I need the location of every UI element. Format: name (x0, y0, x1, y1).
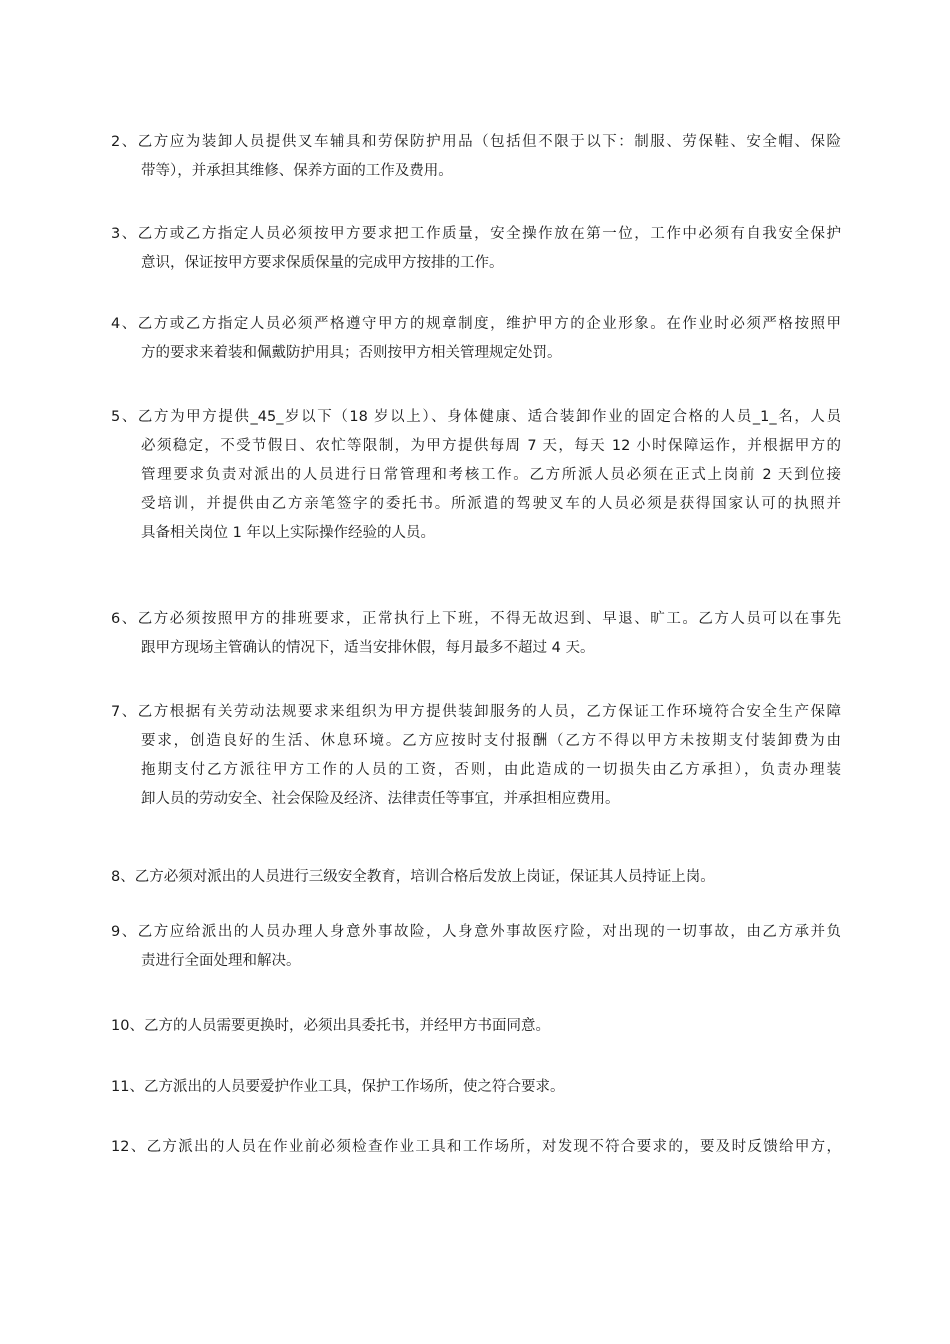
clause-line: 拖期支付乙方派往甲方工作的人员的工资，否则，由此造成的一切损失由乙方承担），负责办理装 (141, 762, 841, 778)
clause-4 (111, 310, 841, 368)
clause-line: 卸人员的劳动安全、社会保险及经济、法律责任等事宜，并承担相应费用。 (141, 791, 620, 807)
clause-line: 方的要求来着装和佩戴防护用具；否则按甲方相关管理规定处罚。 (141, 345, 562, 361)
clause-2 (111, 128, 841, 186)
clause-7 (111, 698, 841, 814)
clause-line: 必须稳定，不受节假日、农忙等限制，为甲方提供每周 7 天，每天 12 小时保障运作，并根据甲方的 (141, 438, 841, 454)
clause-line: 9、乙方应给派出的人员办理人身意外事故险，人身意外事故医疗险，对出现的一切事故，由乙方承并负 (111, 924, 841, 940)
clause-line: 具备相关岗位 1 年以上实际操作经验的人员。 (141, 525, 435, 541)
clause-line: 3、乙方或乙方指定人员必须按甲方要求把工作质量，安全操作放在第一位，工作中必须有自我安全保护 (111, 226, 841, 242)
clause-11 (111, 1073, 841, 1102)
clause-3 (111, 220, 841, 278)
clause-5 (111, 403, 841, 548)
clause-line: 4、乙方或乙方指定人员必须严格遵守甲方的规章制度，维护甲方的企业形象。在作业时必须严格按照甲 (111, 316, 841, 332)
clause-line: 2、乙方应为装卸人员提供叉车辅具和劳保防护用品（包括但不限于以下：制服、劳保鞋、安全帽、保险 (111, 134, 841, 150)
clause-line: 责进行全面处理和解决。 (141, 953, 301, 969)
clause-8 (111, 863, 841, 892)
clause-10 (111, 1012, 841, 1041)
clause-line: 10、乙方的人员需要更换时，必须出具委托书，并经甲方书面同意。 (111, 1018, 550, 1034)
clause-line: 管理要求负责对派出的人员进行日常管理和考核工作。乙方所派人员必须在正式上岗前 2 天到位接 (141, 467, 841, 483)
clause-9 (111, 918, 841, 976)
clause-line: 11、乙方派出的人员要爱护作业工具，保护工作场所，使之符合要求。 (111, 1079, 565, 1095)
clause-line: 5、乙方为甲方提供_45_岁以下（18 岁以上）、身体健康、适合装卸作业的固定合格的人员_1_名，人员 (111, 409, 841, 425)
clause-line: 12、乙方派出的人员在作业前必须检查作业工具和工作场所，对发现不符合要求的，要及时反馈给甲方， (111, 1139, 841, 1155)
clause-line: 要求，创造良好的生活、休息环境。乙方应按时支付报酬（乙方不得以甲方未按期支付装卸费为由 (141, 733, 841, 749)
clause-line: 受培训，并提供由乙方亲笔签字的委托书。所派遣的驾驶叉车的人员必须是获得国家认可的执照并 (141, 496, 841, 512)
clause-line: 带等），并承担其维修、保养方面的工作及费用。 (141, 163, 453, 179)
clause-line: 意识，保证按甲方要求保质保量的完成甲方按排的工作。 (141, 255, 504, 271)
clause-line: 8、乙方必须对派出的人员进行三级安全教育，培训合格后发放上岗证，保证其人员持证上岗。 (111, 869, 715, 885)
clause-12 (111, 1133, 841, 1162)
clause-line: 跟甲方现场主管确认的情况下，适当安排休假，每月最多不超过 4 天。 (141, 640, 595, 656)
clause-6 (111, 605, 841, 663)
clause-line: 6、乙方必须按照甲方的排班要求，正常执行上下班，不得无故迟到、早退、旷工。乙方人员可以在事先 (111, 611, 841, 627)
clause-line: 7、乙方根据有关劳动法规要求来组织为甲方提供装卸服务的人员，乙方保证工作环境符合安全生产保障 (111, 704, 841, 720)
